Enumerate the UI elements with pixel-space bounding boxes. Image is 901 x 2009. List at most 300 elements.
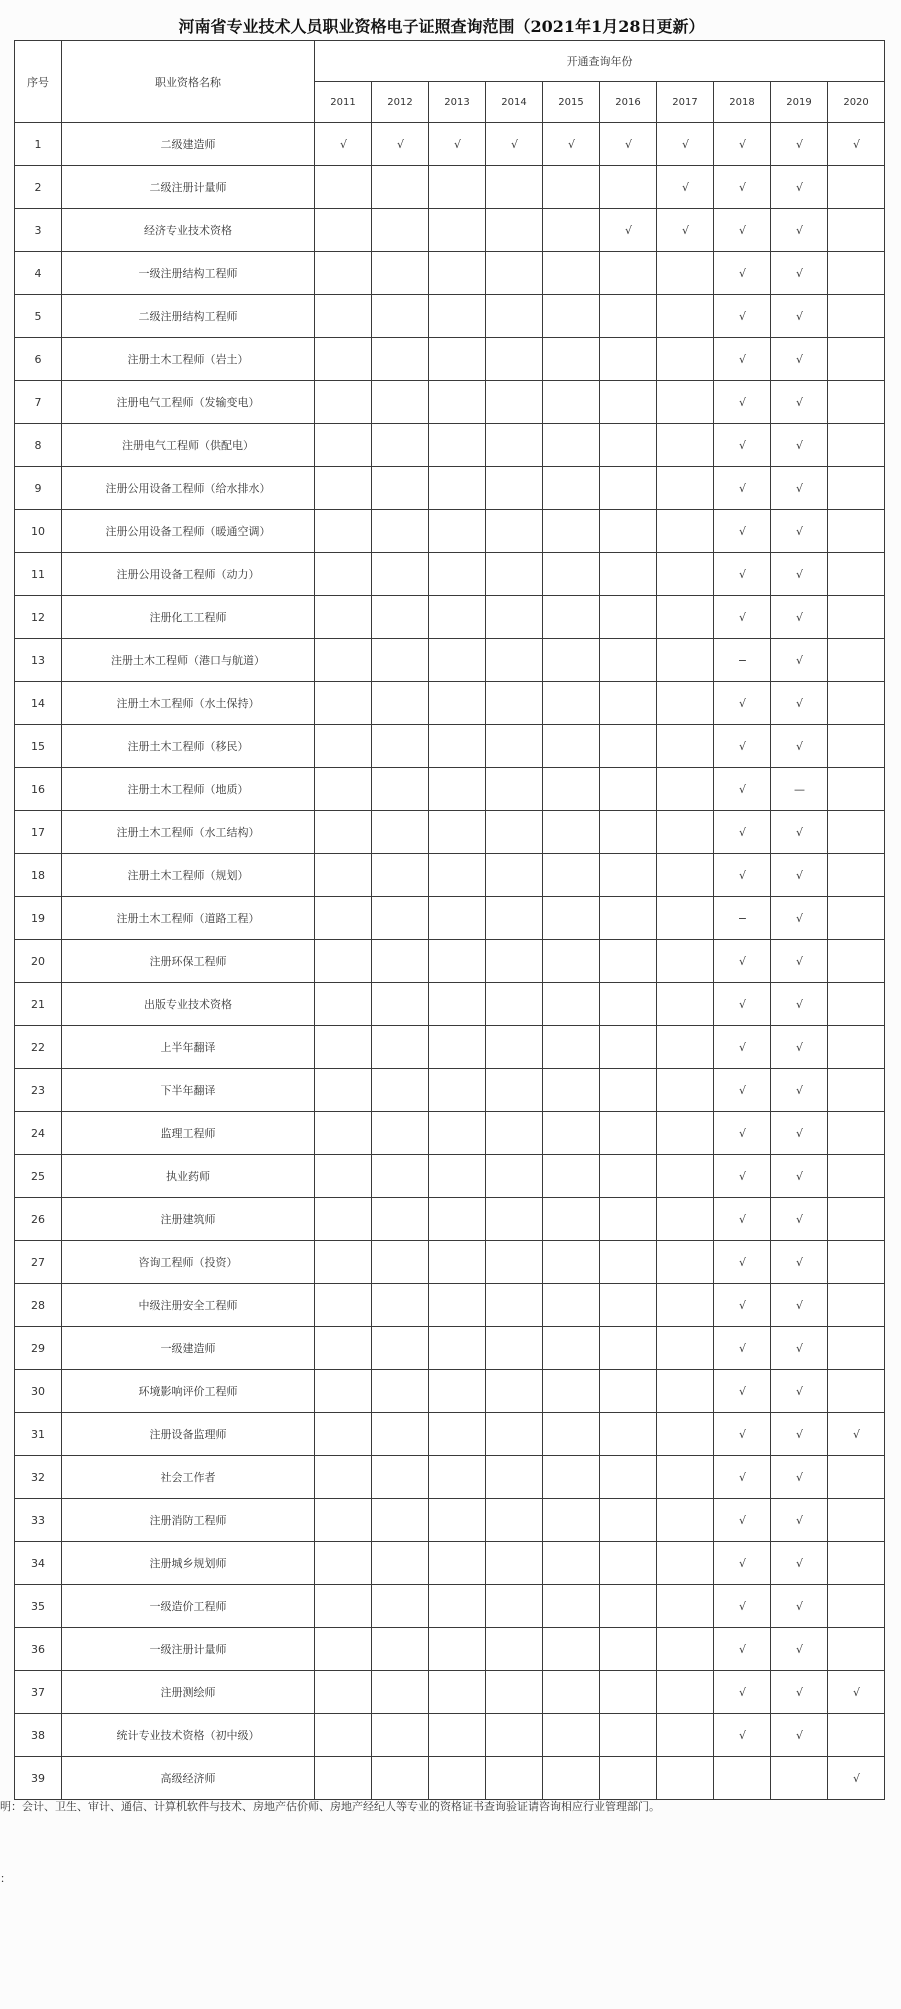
- year-availability-cell: [372, 1456, 429, 1499]
- year-availability-cell: [486, 1198, 543, 1241]
- year-availability-cell: [372, 811, 429, 854]
- year-availability-cell: [828, 209, 885, 252]
- year-availability-cell: [657, 1413, 714, 1456]
- table-row: [15, 467, 885, 510]
- year-availability-cell: [600, 338, 657, 381]
- year-availability-cell: √: [771, 596, 828, 639]
- year-availability-cell: [657, 811, 714, 854]
- year-availability-cell: [486, 1284, 543, 1327]
- year-availability-cell: [543, 1456, 600, 1499]
- year-availability-cell: [315, 596, 372, 639]
- header-years-group: 开通查询年份: [315, 41, 885, 82]
- year-availability-cell: [600, 811, 657, 854]
- year-availability-cell: √: [714, 1370, 771, 1413]
- qualification-name: 注册化工工程师: [62, 596, 315, 639]
- year-availability-cell: [828, 768, 885, 811]
- year-availability-cell: [315, 553, 372, 596]
- year-availability-cell: √: [600, 123, 657, 166]
- year-availability-cell: √: [714, 1241, 771, 1284]
- year-availability-cell: [372, 940, 429, 983]
- year-availability-cell: [372, 381, 429, 424]
- year-availability-cell: [429, 596, 486, 639]
- year-availability-cell: [486, 1155, 543, 1198]
- year-availability-cell: [543, 1155, 600, 1198]
- year-availability-cell: √: [771, 1327, 828, 1370]
- qualification-name: 注册土木工程师（移民）: [62, 725, 315, 768]
- year-availability-cell: [543, 381, 600, 424]
- year-availability-cell: [828, 1585, 885, 1628]
- year-availability-cell: [429, 639, 486, 682]
- year-availability-cell: √: [771, 467, 828, 510]
- year-availability-cell: [543, 725, 600, 768]
- year-availability-cell: [315, 209, 372, 252]
- year-availability-cell: [315, 252, 372, 295]
- row-index: 30: [15, 1370, 62, 1413]
- year-availability-cell: √: [714, 940, 771, 983]
- year-availability-cell: √: [771, 854, 828, 897]
- qualification-name: 注册电气工程师（发输变电）: [62, 381, 315, 424]
- year-availability-cell: [429, 1456, 486, 1499]
- year-availability-cell: [657, 1112, 714, 1155]
- year-availability-cell: [315, 1757, 372, 1800]
- year-availability-cell: [771, 1757, 828, 1800]
- year-availability-cell: [315, 983, 372, 1026]
- year-availability-cell: [429, 295, 486, 338]
- year-availability-cell: [372, 1112, 429, 1155]
- year-availability-cell: [543, 1198, 600, 1241]
- year-availability-cell: [543, 596, 600, 639]
- year-availability-cell: √: [714, 553, 771, 596]
- row-index: 38: [15, 1714, 62, 1757]
- year-availability-cell: [315, 1585, 372, 1628]
- year-availability-cell: [486, 1370, 543, 1413]
- year-availability-cell: [486, 897, 543, 940]
- year-availability-cell: [828, 1026, 885, 1069]
- year-availability-cell: √: [657, 209, 714, 252]
- year-availability-cell: [543, 682, 600, 725]
- year-availability-cell: [429, 338, 486, 381]
- year-availability-cell: [429, 1026, 486, 1069]
- qualification-name: 注册土木工程师（岩土）: [62, 338, 315, 381]
- year-availability-cell: [657, 1628, 714, 1671]
- year-availability-cell: [372, 983, 429, 1026]
- table-row: [15, 983, 885, 1026]
- qualification-name: 统计专业技术资格（初中级）: [62, 1714, 315, 1757]
- year-availability-cell: [600, 639, 657, 682]
- year-availability-cell: √: [714, 1585, 771, 1628]
- row-index: 15: [15, 725, 62, 768]
- row-index: 16: [15, 768, 62, 811]
- year-availability-cell: [657, 553, 714, 596]
- table-row: [15, 424, 885, 467]
- year-availability-cell: [600, 1198, 657, 1241]
- year-availability-cell: √: [714, 1327, 771, 1370]
- year-availability-cell: [372, 252, 429, 295]
- qualification-name: 注册土木工程师（地质）: [62, 768, 315, 811]
- year-availability-cell: √: [771, 1585, 828, 1628]
- table-body: [15, 123, 885, 1800]
- year-availability-cell: √: [714, 1155, 771, 1198]
- year-availability-cell: [828, 1714, 885, 1757]
- row-index: 29: [15, 1327, 62, 1370]
- year-availability-cell: [600, 983, 657, 1026]
- year-availability-cell: [828, 295, 885, 338]
- year-availability-cell: [600, 1112, 657, 1155]
- year-availability-cell: [486, 424, 543, 467]
- year-availability-cell: [372, 768, 429, 811]
- row-index: 33: [15, 1499, 62, 1542]
- year-availability-cell: [600, 1714, 657, 1757]
- year-availability-cell: [315, 1370, 372, 1413]
- year-availability-cell: [486, 1069, 543, 1112]
- row-index: 11: [15, 553, 62, 596]
- year-availability-cell: [486, 682, 543, 725]
- year-availability-cell: √: [771, 682, 828, 725]
- year-availability-cell: [372, 1628, 429, 1671]
- year-availability-cell: √: [771, 553, 828, 596]
- year-availability-cell: [600, 1284, 657, 1327]
- year-availability-cell: [828, 1456, 885, 1499]
- year-availability-cell: √: [771, 1671, 828, 1714]
- qualification-name: 注册公用设备工程师（给水排水）: [62, 467, 315, 510]
- year-availability-cell: √: [771, 1112, 828, 1155]
- year-availability-cell: [600, 1757, 657, 1800]
- year-availability-cell: [429, 424, 486, 467]
- year-availability-cell: [657, 1198, 714, 1241]
- year-availability-cell: [828, 510, 885, 553]
- year-availability-cell: [600, 1671, 657, 1714]
- year-availability-cell: [543, 897, 600, 940]
- year-availability-cell: [486, 467, 543, 510]
- table-row: [15, 252, 885, 295]
- year-availability-cell: [828, 166, 885, 209]
- year-availability-cell: [543, 1757, 600, 1800]
- year-availability-cell: √: [543, 123, 600, 166]
- table-row: [15, 1671, 885, 1714]
- header-year: 2018: [714, 82, 771, 123]
- row-index: 34: [15, 1542, 62, 1585]
- year-availability-cell: [429, 1413, 486, 1456]
- year-availability-cell: [372, 1370, 429, 1413]
- year-availability-cell: [657, 1542, 714, 1585]
- year-availability-cell: √: [714, 983, 771, 1026]
- year-availability-cell: √: [714, 424, 771, 467]
- year-availability-cell: [372, 897, 429, 940]
- year-availability-cell: √: [771, 209, 828, 252]
- year-availability-cell: √: [714, 381, 771, 424]
- year-availability-cell: [315, 1069, 372, 1112]
- year-availability-cell: [429, 682, 486, 725]
- row-index: 32: [15, 1456, 62, 1499]
- year-availability-cell: √: [771, 1370, 828, 1413]
- qualification-name: 注册测绘师: [62, 1671, 315, 1714]
- year-availability-cell: [543, 510, 600, 553]
- year-availability-cell: [315, 1327, 372, 1370]
- year-availability-cell: [657, 252, 714, 295]
- year-availability-cell: [828, 1155, 885, 1198]
- year-availability-cell: [429, 1155, 486, 1198]
- year-availability-cell: [372, 467, 429, 510]
- row-index: 36: [15, 1628, 62, 1671]
- year-availability-cell: [828, 983, 885, 1026]
- year-availability-cell: [315, 639, 372, 682]
- year-availability-cell: [600, 725, 657, 768]
- qualification-table-container: [14, 40, 885, 1800]
- qualification-name: 经济专业技术资格: [62, 209, 315, 252]
- header-year: 2013: [429, 82, 486, 123]
- year-availability-cell: [543, 1628, 600, 1671]
- year-availability-cell: √: [771, 1542, 828, 1585]
- year-availability-cell: [486, 1757, 543, 1800]
- year-availability-cell: √: [771, 295, 828, 338]
- year-availability-cell: [600, 1413, 657, 1456]
- year-availability-cell: [315, 768, 372, 811]
- year-availability-cell: [315, 682, 372, 725]
- year-availability-cell: [429, 940, 486, 983]
- year-availability-cell: [543, 1499, 600, 1542]
- year-availability-cell: √: [771, 1026, 828, 1069]
- year-availability-cell: [372, 1284, 429, 1327]
- year-availability-cell: [600, 1628, 657, 1671]
- qualification-name: 注册土木工程师（港口与航道）: [62, 639, 315, 682]
- year-availability-cell: [372, 166, 429, 209]
- year-availability-cell: [600, 424, 657, 467]
- qualification-name: 注册设备监理师: [62, 1413, 315, 1456]
- year-availability-cell: [657, 854, 714, 897]
- year-availability-cell: [543, 1069, 600, 1112]
- year-availability-cell: [600, 1241, 657, 1284]
- row-index: 25: [15, 1155, 62, 1198]
- year-availability-cell: √: [771, 940, 828, 983]
- year-availability-cell: [429, 510, 486, 553]
- year-availability-cell: [372, 553, 429, 596]
- year-availability-cell: √: [771, 1413, 828, 1456]
- year-availability-cell: √: [771, 1155, 828, 1198]
- year-availability-cell: [486, 725, 543, 768]
- year-availability-cell: [429, 854, 486, 897]
- qualification-name: 注册建筑师: [62, 1198, 315, 1241]
- year-availability-cell: √: [372, 123, 429, 166]
- year-availability-cell: [600, 553, 657, 596]
- year-availability-cell: √: [714, 166, 771, 209]
- qualification-name: 注册土木工程师（水工结构）: [62, 811, 315, 854]
- year-availability-cell: √: [714, 1069, 771, 1112]
- year-availability-cell: [315, 940, 372, 983]
- year-availability-cell: [543, 1542, 600, 1585]
- qualification-name: 中级注册安全工程师: [62, 1284, 315, 1327]
- row-index: 4: [15, 252, 62, 295]
- year-availability-cell: [828, 1069, 885, 1112]
- table-row: [15, 209, 885, 252]
- year-availability-cell: [543, 467, 600, 510]
- row-index: 23: [15, 1069, 62, 1112]
- table-row: [15, 1327, 885, 1370]
- year-availability-cell: √: [714, 1714, 771, 1757]
- year-availability-cell: [315, 725, 372, 768]
- year-availability-cell: [543, 553, 600, 596]
- year-availability-cell: [486, 596, 543, 639]
- year-availability-cell: √: [828, 1671, 885, 1714]
- year-availability-cell: [429, 1542, 486, 1585]
- table-row: [15, 897, 885, 940]
- year-availability-cell: [486, 639, 543, 682]
- year-availability-cell: [486, 1542, 543, 1585]
- row-index: 13: [15, 639, 62, 682]
- year-availability-cell: √: [771, 510, 828, 553]
- row-index: 6: [15, 338, 62, 381]
- year-availability-cell: [372, 338, 429, 381]
- table-row: [15, 1413, 885, 1456]
- table-row: [15, 123, 885, 166]
- qualification-name: 注册公用设备工程师（暖通空调）: [62, 510, 315, 553]
- qualification-name: 注册消防工程师: [62, 1499, 315, 1542]
- table-row: [15, 1585, 885, 1628]
- row-index: 35: [15, 1585, 62, 1628]
- year-availability-cell: [429, 1069, 486, 1112]
- year-availability-cell: [315, 510, 372, 553]
- table-row: [15, 1112, 885, 1155]
- year-availability-cell: √: [714, 854, 771, 897]
- year-availability-cell: [372, 639, 429, 682]
- year-availability-cell: [315, 1456, 372, 1499]
- year-availability-cell: [486, 1714, 543, 1757]
- year-availability-cell: [372, 1155, 429, 1198]
- year-availability-cell: [315, 1112, 372, 1155]
- year-availability-cell: [372, 295, 429, 338]
- year-availability-cell: [429, 467, 486, 510]
- year-availability-cell: [657, 1284, 714, 1327]
- year-availability-cell: [429, 1757, 486, 1800]
- year-availability-cell: [486, 252, 543, 295]
- qualification-name: 注册土木工程师（道路工程）: [62, 897, 315, 940]
- year-availability-cell: [372, 854, 429, 897]
- year-availability-cell: √: [600, 209, 657, 252]
- row-index: 14: [15, 682, 62, 725]
- year-availability-cell: [543, 940, 600, 983]
- year-availability-cell: √: [714, 682, 771, 725]
- year-availability-cell: [429, 1499, 486, 1542]
- table-row: [15, 1628, 885, 1671]
- table-row: [15, 1198, 885, 1241]
- year-availability-cell: [657, 682, 714, 725]
- qualification-name: 高级经济师: [62, 1757, 315, 1800]
- year-availability-cell: [486, 1585, 543, 1628]
- row-index: 20: [15, 940, 62, 983]
- table-row: [15, 639, 885, 682]
- table-row: [15, 596, 885, 639]
- qualification-name: 一级注册计量师: [62, 1628, 315, 1671]
- year-availability-cell: [657, 295, 714, 338]
- year-availability-cell: [315, 1671, 372, 1714]
- table-row: [15, 1155, 885, 1198]
- year-availability-cell: [600, 768, 657, 811]
- year-availability-cell: [657, 1456, 714, 1499]
- table-row: [15, 854, 885, 897]
- qualification-name: 注册城乡规划师: [62, 1542, 315, 1585]
- year-availability-cell: √: [714, 1026, 771, 1069]
- year-availability-cell: [828, 467, 885, 510]
- year-availability-cell: [657, 1671, 714, 1714]
- year-availability-cell: [315, 1628, 372, 1671]
- row-index: 9: [15, 467, 62, 510]
- year-availability-cell: √: [771, 983, 828, 1026]
- year-availability-cell: [429, 1714, 486, 1757]
- year-availability-cell: [429, 811, 486, 854]
- year-availability-cell: √: [771, 338, 828, 381]
- year-availability-cell: [828, 596, 885, 639]
- year-availability-cell: √: [771, 725, 828, 768]
- year-availability-cell: [543, 983, 600, 1026]
- year-availability-cell: [600, 1327, 657, 1370]
- year-availability-cell: [315, 1284, 372, 1327]
- year-availability-cell: [429, 166, 486, 209]
- year-availability-cell: [657, 424, 714, 467]
- year-availability-cell: √: [771, 123, 828, 166]
- year-availability-cell: [543, 1284, 600, 1327]
- year-availability-cell: √: [771, 1198, 828, 1241]
- table-row: [15, 1069, 885, 1112]
- row-index: 17: [15, 811, 62, 854]
- year-availability-cell: [429, 897, 486, 940]
- table-row: [15, 1542, 885, 1585]
- year-availability-cell: √: [771, 252, 828, 295]
- year-availability-cell: √: [714, 1671, 771, 1714]
- year-availability-cell: √: [714, 1542, 771, 1585]
- year-availability-cell: [828, 682, 885, 725]
- year-availability-cell: √: [714, 811, 771, 854]
- year-availability-cell: √: [714, 1112, 771, 1155]
- year-availability-cell: [657, 1499, 714, 1542]
- header-year: 2015: [543, 82, 600, 123]
- year-availability-cell: [714, 1757, 771, 1800]
- year-availability-cell: √: [315, 123, 372, 166]
- year-availability-cell: [543, 252, 600, 295]
- year-availability-cell: [486, 381, 543, 424]
- row-index: 7: [15, 381, 62, 424]
- table-row: [15, 338, 885, 381]
- year-availability-cell: [828, 1499, 885, 1542]
- table-row: [15, 725, 885, 768]
- row-index: 28: [15, 1284, 62, 1327]
- table-row: [15, 1370, 885, 1413]
- year-availability-cell: [429, 1112, 486, 1155]
- qualification-name: 一级建造师: [62, 1327, 315, 1370]
- row-index: 5: [15, 295, 62, 338]
- year-availability-cell: [315, 1155, 372, 1198]
- year-availability-cell: [657, 338, 714, 381]
- year-availability-cell: [315, 1499, 372, 1542]
- year-availability-cell: √: [714, 725, 771, 768]
- year-availability-cell: [657, 1714, 714, 1757]
- year-availability-cell: √: [714, 596, 771, 639]
- year-availability-cell: √: [714, 1628, 771, 1671]
- year-availability-cell: [657, 1327, 714, 1370]
- year-availability-cell: [828, 1284, 885, 1327]
- year-availability-cell: [315, 897, 372, 940]
- year-availability-cell: [657, 1757, 714, 1800]
- year-availability-cell: [372, 1671, 429, 1714]
- qualification-name: 执业药师: [62, 1155, 315, 1198]
- year-availability-cell: [315, 854, 372, 897]
- year-availability-cell: [657, 1069, 714, 1112]
- year-availability-cell: [657, 467, 714, 510]
- year-availability-cell: √: [771, 811, 828, 854]
- year-availability-cell: [657, 725, 714, 768]
- year-availability-cell: [657, 983, 714, 1026]
- year-availability-cell: [486, 1671, 543, 1714]
- year-availability-cell: [543, 166, 600, 209]
- year-availability-cell: [429, 983, 486, 1026]
